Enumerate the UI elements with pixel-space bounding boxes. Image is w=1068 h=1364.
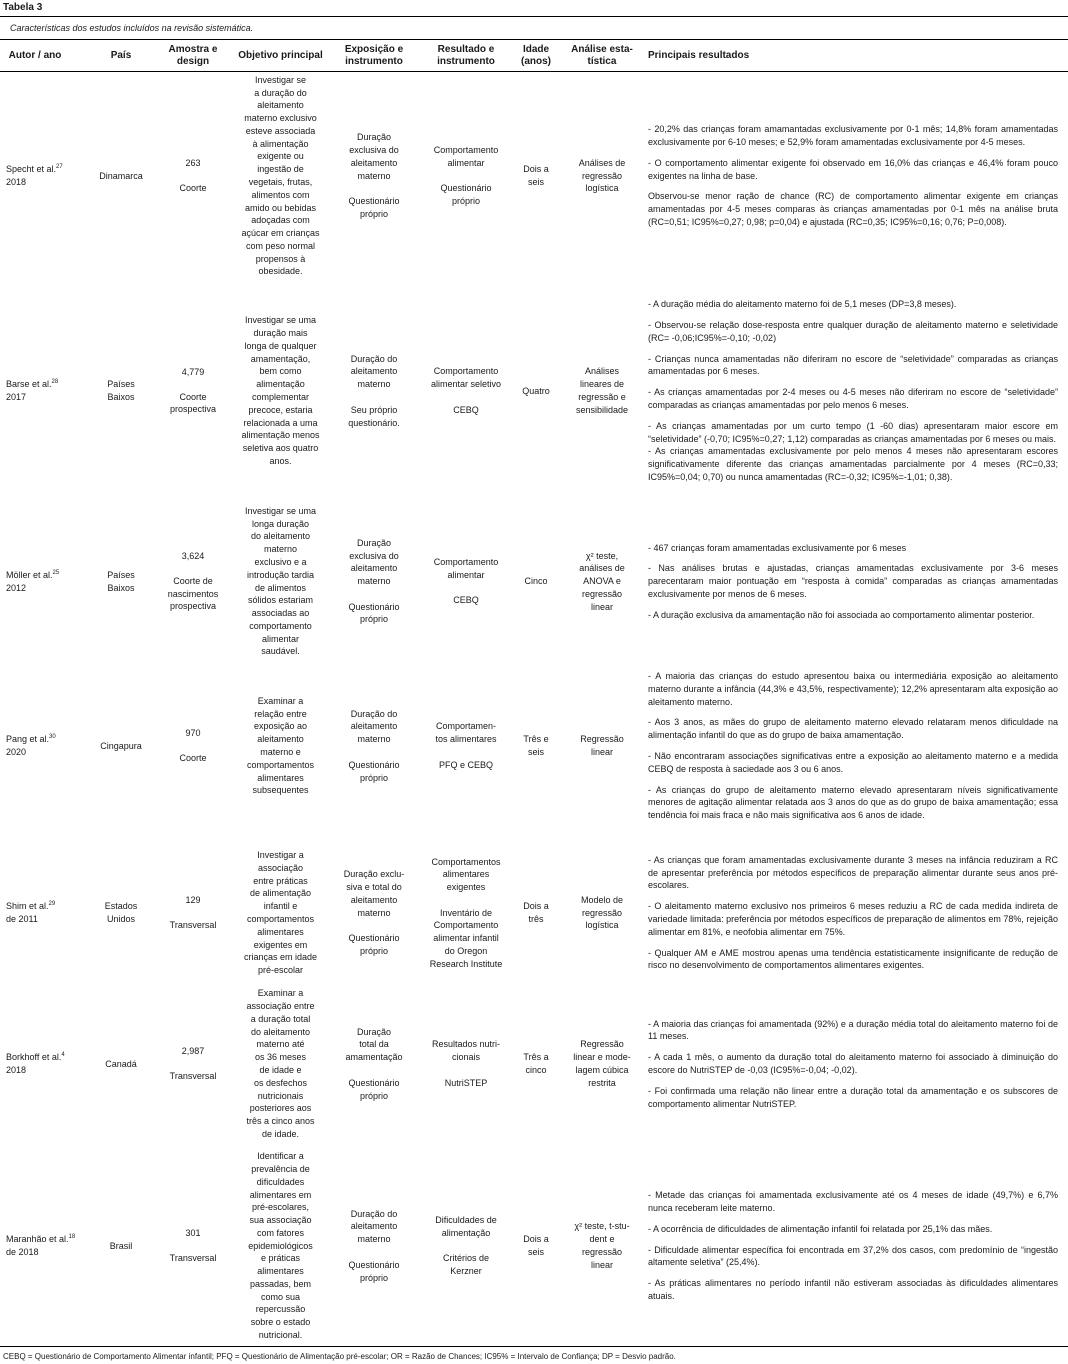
table-row xyxy=(0,503,1068,660)
exposure-cell: Duração exclusiva do aleitamento materno Questionário próprio xyxy=(348,537,400,625)
sample-cell: 4,779 Coorte prospectiva xyxy=(169,366,217,415)
header-bottom-rule xyxy=(0,71,1068,72)
header-sample: Amostra e design xyxy=(168,44,218,67)
outcome-cell: Resultados nutri- cionais NutriSTEP xyxy=(431,1039,501,1088)
header-country: País xyxy=(110,50,132,61)
analysis-cell: Análises lineares de regressão e sensibilidade xyxy=(575,366,629,415)
exposure-cell: Duração do aleitamento materno Questionário próprio xyxy=(348,708,400,783)
objective-cell: Examinar a associação entre a duração total do aleitamento materno até os 36 meses de idade e os desfechos nutricionais posteriores aos três a cinco anos de idade. xyxy=(246,988,315,1139)
age-cell: Dois a seis xyxy=(523,1234,549,1257)
exposure-cell: Duração exclusiva do aleitamento materno Questionário próprio xyxy=(348,132,400,219)
table-row xyxy=(0,985,1068,1143)
header-analysis: Análise esta- tística xyxy=(571,44,633,67)
age-cell: Dois a seis xyxy=(523,164,549,187)
country-cell: Cingapura xyxy=(100,740,142,751)
results-cell: - A maioria das crianças foi amamentada (92%) e a duração média total do aleitamento materno foi de 11 meses. - A cada 1 mês, o aumento da duração total do aleitamento materno foi associado à diminuição do escore do NutriSTEP de -0,03 (IC95%=-0,04; -0,02). - Foi confirmada uma relação não linear entre a duração total da amamentação e os subscores de comportamento alimentar NutriSTEP. xyxy=(648,1018,1058,1109)
country-cell: Países Baixos xyxy=(107,569,135,593)
results-cell: - As crianças que foram amamentadas exclusivamente durante 3 meses na infância reduziram a RC de apresentar preferência por métodos específicos de preparação alimentar durante seus anos pré-escolares. - O aleitamento materno exclusivo nos primeiros 6 meses reduziu a RC de cada medida indireta de variedade limitada: preferência por métodos específicos de preparação de alimentos em 78%, rejeição alimentar em 81%, e neofobia alimentar em 75%. - Qualquer AM e AME mostrou apenas uma tendência estatisticamente insignificante de redução de risco no desenvolvimento de comportamentos alimentares exigentes. xyxy=(648,854,1058,971)
results-cell: - 467 crianças foram amamentadas exclusivamente por 6 meses - Nas análises brutas e ajustadas, crianças amamentadas exclusivamente por 3-6 meses parecentaram maior pontuação em “resposta à comida” comparadas as crianças amamentadas exclusivamente por menos de 6 meses. - A duração exclusiva da amamentação não foi associada ao comportamento alimentar posterior. xyxy=(648,542,1058,620)
outcome-cell: Comportamento alimentar CEBQ xyxy=(433,556,499,606)
analysis-cell: χ² teste, t-stu- dent e regressão linear xyxy=(574,1221,630,1270)
table-footnote: CEBQ = Questionário de Comportamento Alimentar infantil; PFQ = Questionário de Alimentação pré-escolar; OR = Razão de Chances; IC95% = Intervalo de Confiança; DP = Desvio padrão. xyxy=(3,1352,676,1361)
results-cell: - A maioria das crianças do estudo apresentou baixa ou intermediária exposição ao aleitamento materno durante a infância (44,3% e 43,5%, respectivamente); 12,2% apresentaram alta exposição ao aleitamento materno. - Aos 3 anos, as mães do grupo de aleitamento materno elevado relataram menos dificuldade na alimentação infantil do que as do grupo de baixa amamentação. - Não encontraram associações significativas entre a exposição ao aleitamento materno e a medida CEBQ de resposta à saciedade aos 3 ou 6 anos. - As crianças do grupo de aleitamento materno elevado apresentaram níveis significativamente menores de agitação alimentar relatada aos 3 anos do que as do grupo de baixa amamentação; essa tendência foi mais fraca e não mais significativa aos 6 anos de idade. xyxy=(648,671,1058,821)
analysis-cell: Análises de regressão logística xyxy=(578,157,626,194)
analysis-cell: Regressão linear xyxy=(580,734,624,757)
author-cell: Möller et al.$^{25}$ 2012 xyxy=(6,569,60,593)
results-cell: - A duração média do aleitamento materno foi de 5,1 meses (DP=3,8 meses). - Observou-se relação dose-resposta entre qualquer duração de aleitamento materno e seletividade (RC= -0,06;IC95%=-0,10; -0,02) - Crianças nunca amamentadas não diferiram no escore de “seletividade” comparadas as crianças amamentadas por 6 meses. - As crianças amamentadas por 2-4 meses ou 4-5 meses não diferiram no escore de “seletividade” comparadas as crianças amamentadas por pelo menos 6 meses. - As crianças amamentadas por um curto tempo (1 -60 dias) apresentaram maior escore em “seletividade” (-0,70; IC95%=0,27; 1,12) comparadas as crianças amamentadas por 6 meses ou mais. - As crianças amamentadas exclusivamente por pelo menos 4 meses não apresentaram escores significativamente diferente das crianças amamentadas parcialmente por 4 meses (RC=0,33; IC95%=0,04; 0,70) ou nunca amamentadas (RC=-0,32; IC95%=-1,01; 0,38). xyxy=(648,299,1058,482)
country-cell: Países Baixos xyxy=(107,379,135,402)
header-results: Principais resultados xyxy=(648,50,750,61)
top-rule xyxy=(0,16,1068,17)
table-row xyxy=(0,655,1068,837)
table-label: Tabela 3 xyxy=(3,2,43,13)
outcome-cell: Comportamen- tos alimentares PFQ e CEBQ xyxy=(435,721,497,770)
sample-cell: 301 Transversal xyxy=(169,1228,217,1263)
country-cell: Brasil xyxy=(109,1240,133,1251)
table-row xyxy=(0,843,1068,983)
results-cell: - 20,2% das crianças foram amamantadas exclusivamente por 0-1 mês; 14,8% foram amamentadas exclusivamente por 6-10 meses; e 52,9% foram amamentadas exclusivamente por 4-5 meses. - O comportamento alimentar exigente foi observado em 16,0% das crianças e 46,4% foram pouco exigentes na linha de base. Observou-se menor ração de chance (RC) de comportamento alimentar exigente em crianças amamentadas por 4-5 meses comparas às crianças amamentadas por 0-1 mês na análise bruta (RC=0,51; IC95%=0,27; 0,98; p=0,04) e ajustada (RC=0,35; IC95%=0,16; 0,76; P=0,008). xyxy=(648,124,1058,227)
objective-cell: Investigar a associação entre práticas de alimentação infantil e comportamentos alimentares exigentes em crianças em idade pré-escolar xyxy=(243,850,318,976)
sample-cell: 263 Coorte xyxy=(179,158,207,193)
outcome-cell: Comportamento alimentar seletivo CEBQ xyxy=(430,366,502,415)
table-row xyxy=(0,73,1068,279)
objective-cell: Examinar a relação entre exposição ao aleitamento materno e comportamentos alimentares subsequentes xyxy=(246,695,315,796)
author-cell: Barse et al.$^{28}$ 2017 xyxy=(6,379,59,402)
table-bottom-rule xyxy=(0,1346,1068,1347)
header-objective: Objetivo principal xyxy=(238,50,323,61)
sample-cell: 2,987 Transversal xyxy=(169,1046,217,1081)
objective-cell: Investigar se a duração do aleitamento materno exclusivo esteve associada à alimentação exigente ou ingestão de vegetais, frutas, alimentos com amido ou bebidas adoçadas com açúcar em crianças com peso normal propensos à obesidade. xyxy=(241,74,320,277)
author-cell: Borkhoff et al.$^4$ 2018 xyxy=(6,1052,65,1075)
header-age: Idade (anos) xyxy=(521,44,551,67)
objective-cell: Investigar se uma duração mais longa de qualquer amamentação, bem como alimentação complementar precoce, estaria relacionada a uma alimentação menos seletiva aos quatro anos. xyxy=(241,315,320,466)
country-cell: Dinamarca xyxy=(99,170,143,181)
header-top-rule xyxy=(0,39,1068,40)
exposure-cell: Duração exclu- siva e total do aleitamento materno Questionário próprio xyxy=(343,869,405,956)
author-cell: Specht et al.$^{27}$ 2018 xyxy=(6,164,63,187)
outcome-cell: Comportamentos alimentares exigentes Inventário de Comportamento alimentar infantil do Oregon Research Institute xyxy=(429,856,503,969)
exposure-cell: Duração do aleitamento materno Seu próprio questionário. xyxy=(348,353,400,428)
analysis-cell: χ² teste, análises de ANOVA e regressão linear xyxy=(579,550,625,612)
age-cell: Quatro xyxy=(522,385,550,396)
analysis-cell: Regressão linear e mode- lagem cúbica restrita xyxy=(573,1039,631,1088)
exposure-cell: Duração do aleitamento materno Questionário próprio xyxy=(348,1208,400,1283)
analysis-cell: Modelo de regressão logística xyxy=(580,894,624,931)
author-cell: Shim et al.$^{29}$ de 2011 xyxy=(6,901,56,924)
exposure-cell: Duração total da amamentação Questionário próprio xyxy=(345,1026,403,1101)
header-author: Autor / ano xyxy=(8,50,62,61)
header-outcome: Resultado e instrumento xyxy=(437,44,495,67)
country-cell: Canadá xyxy=(105,1058,137,1069)
sample-cell: 129 Transversal xyxy=(169,895,217,930)
age-cell: Três e seis xyxy=(523,734,549,757)
outcome-cell: Dificuldades de alimentação Critérios de Kerzner xyxy=(435,1215,497,1277)
author-cell: Maranhão et al.$^{18}$ de 2018 xyxy=(6,1234,76,1257)
results-cell: - Metade das crianças foi amamentada exclusivamente até os 4 meses de idade (49,7%) e 6,7% nunca receberam leite materno. - A ocorrência de dificuldades de alimentação infantil foi relatada por 25,1% das mães. - Dificuldade alimentar específica foi encontrada em 37,2% dos casos, com predomínio de “ingestão altamente seletiva” (25,4%). - As práticas alimentares no período infantil não estiveram associadas às dificuldades alimentares atuais. xyxy=(648,1190,1058,1301)
age-cell: Dois a três xyxy=(523,901,549,924)
objective-cell: Investigar se uma longa duração do aleitamento materno exclusivo e a introdução tardia de alimentos sólidos estariam associadas ao comportamento alimentar saudável. xyxy=(244,505,317,657)
country-cell: Estados Unidos xyxy=(104,901,138,924)
age-cell: Cinco xyxy=(524,576,548,587)
author-cell: Pang et al.$^{30}$ 2020 xyxy=(6,734,56,757)
table-row xyxy=(0,1149,1068,1343)
header-exposure: Exposição e instrumento xyxy=(344,44,404,67)
sample-cell: 3,624 Coorte de nascimentos prospectiva xyxy=(167,550,219,612)
outcome-cell: Comportamento alimentar Questionário próprio xyxy=(433,145,499,207)
age-cell: Três a cinco xyxy=(523,1052,549,1075)
table-row xyxy=(0,280,1068,502)
table-caption: Características dos estudos incluídos na revisão sistemática. xyxy=(10,23,254,33)
objective-cell: Identificar a prevalência de dificuldades alimentares em pré-escolares, sua associação com fatores epidemiológicos e práticas alimentares passadas, bem como sua repercussão sobre o estado nutricional. xyxy=(248,1151,313,1340)
sample-cell: 970 Coorte xyxy=(179,728,207,763)
